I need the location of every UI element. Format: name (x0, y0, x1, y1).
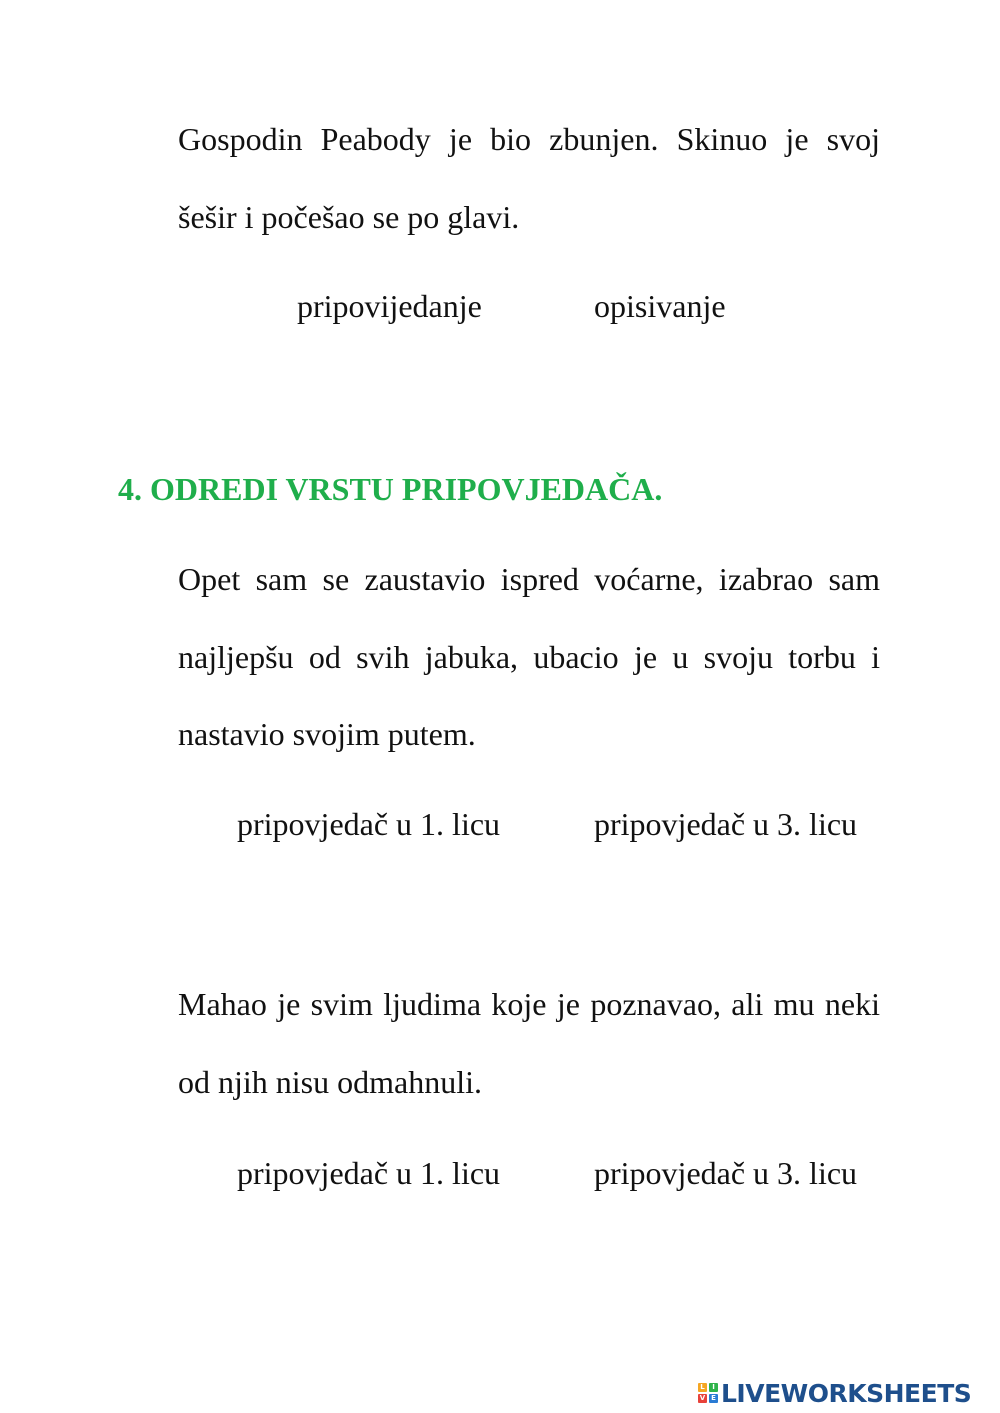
logo-icon (698, 1383, 718, 1403)
logo-letter-l: L (698, 1383, 707, 1392)
passage-2-line-1: Opet sam se zaustavio ispred voćarne, izabrao sam (178, 561, 880, 597)
passage-2-line-3: nastavio svojim putem. (178, 716, 476, 752)
passage-3-line-1: Mahao je svim ljudima koje je poznavao, ali mu neki (178, 986, 880, 1022)
option-pripovijedanje[interactable]: pripovijedanje (297, 288, 482, 324)
option-first-person-1[interactable]: pripovjedač u 1. licu (237, 806, 501, 842)
logo-letter-i: I (709, 1383, 718, 1392)
logo-letter-e: E (709, 1394, 718, 1403)
liveworksheets-logo[interactable] (698, 1378, 971, 1408)
passage-1-line-2: šešir i počešao se po glavi. (178, 199, 520, 235)
passage-1-line-1: Gospodin Peabody je bio zbunjen. Skinuo je svoj (178, 121, 880, 157)
option-opisivanje[interactable]: opisivanje (594, 288, 726, 324)
option-third-person-1[interactable]: pripovjedač u 3. licu (594, 806, 858, 842)
option-third-person-2[interactable]: pripovjedač u 3. licu (594, 1155, 858, 1191)
section-heading: 4. ODREDI VRSTU PRIPOVJEDAČA. (118, 471, 663, 507)
passage-2-line-2: najljepšu od svih jabuka, ubacio je u svoju torbu i (178, 639, 880, 675)
logo-text: LIVEWORKSHEETS (721, 1378, 972, 1408)
option-first-person-2[interactable]: pripovjedač u 1. licu (237, 1155, 501, 1191)
logo-letter-v: V (699, 1394, 706, 1402)
passage-3-line-2: od njih nisu odmahnuli. (178, 1064, 482, 1100)
